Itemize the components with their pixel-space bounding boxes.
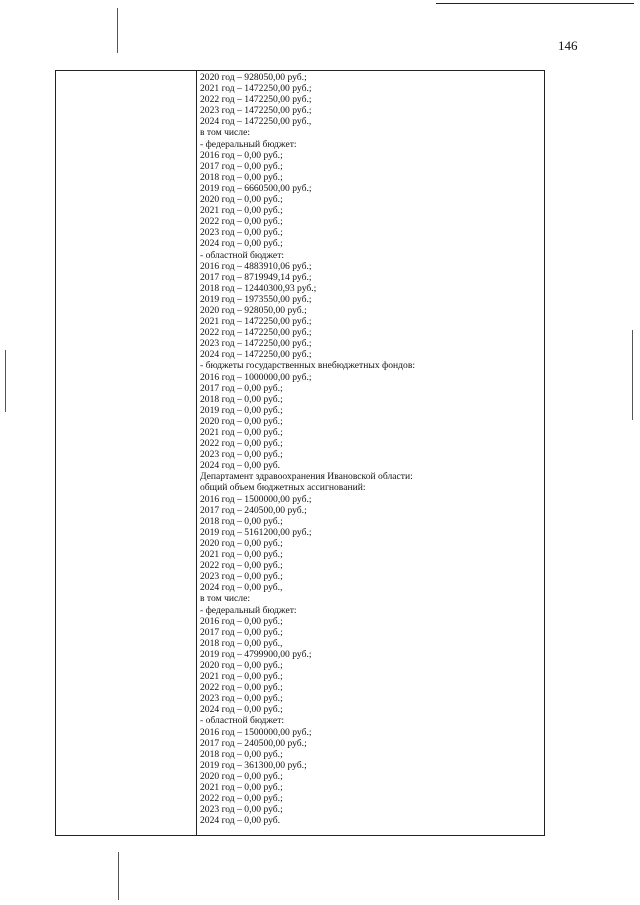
text-line: 2021 год – 0,00 руб.; [200, 427, 283, 438]
text-line: 2023 год – 0,00 руб.; [200, 571, 283, 583]
text-line: 2017 год – 8719949,14 руб.; [200, 271, 312, 283]
text-line: 2017 год – 240500,00 руб.; [200, 737, 307, 749]
text-line: 2016 год – 4883910,06 руб.; [200, 260, 312, 272]
text-line: 2020 год – 0,00 руб.; [200, 415, 283, 427]
text-line: в том числе: [200, 127, 251, 139]
text-line: 2017 год – 240500,00 руб.; [200, 504, 307, 516]
text-line: 2016 год – 1500000,00 руб.; [200, 493, 312, 505]
scan-mark [118, 852, 119, 900]
text-line: 2018 год – 0,00 руб.; [200, 515, 283, 527]
text-line: 2023 год – 0,00 руб.; [200, 693, 283, 705]
text-line: 2016 год – 0,00 руб.; [200, 615, 283, 627]
scan-mark [5, 350, 6, 412]
text-line: 2017 год – 0,00 руб.; [200, 160, 283, 172]
text-line: 2018 год – 0,00 руб.; [200, 748, 283, 760]
scan-mark [632, 330, 633, 420]
text-line: 2021 год – 0,00 руб.; [200, 549, 283, 561]
text-line: 2017 год – 0,00 руб.; [200, 382, 283, 394]
text-line: 2020 год – 0,00 руб.; [200, 659, 283, 671]
text-line: общий объем бюджетных ассигнований: [200, 482, 366, 494]
text-line: 2022 год – 0,00 руб.; [200, 682, 283, 694]
column-divider [196, 70, 197, 836]
text-line: 2022 год – 0,00 руб.; [200, 793, 283, 805]
text-line: 2018 год – 0,00 руб., [200, 637, 283, 649]
text-line: - областной бюджет: [200, 249, 285, 261]
text-line: 2024 год – 0,00 руб.; [200, 704, 283, 716]
text-line: - федеральный бюджет: [200, 604, 297, 616]
text-line: 2018 год – 12440300,93 руб.; [200, 282, 317, 294]
text-line: 2022 год – 0,00 руб.; [200, 560, 283, 572]
text-line: 2017 год – 0,00 руб.; [200, 626, 283, 638]
text-line: 2021 год – 0,00 руб.; [200, 671, 283, 683]
text-line: 2024 год – 1472250,00 руб., [200, 116, 312, 128]
text-line: 2019 год – 1973550,00 руб.; [200, 293, 312, 305]
text-line: 2023 год – 1472250,00 руб.; [200, 105, 312, 117]
text-line: 2016 год – 1500000,00 руб.; [200, 726, 312, 738]
text-line: 2020 год – 0,00 руб.; [200, 194, 283, 206]
text-line: 2022 год – 0,00 руб.; [200, 438, 283, 450]
text-line: 2022 год – 1472250,00 руб.; [200, 94, 312, 106]
text-line: 2024 год – 0,00 руб. [200, 815, 281, 827]
text-line: 2023 год – 0,00 руб.; [200, 449, 283, 461]
page-number: 146 [558, 38, 578, 53]
text-line: 2019 год – 5161200,00 руб.; [200, 526, 312, 538]
top-rule [436, 3, 634, 4]
text-line: 2019 год – 0,00 руб.; [200, 404, 283, 416]
text-line: Департамент здравоохранения Ивановской области: [200, 471, 413, 483]
text-line: 2023 год – 0,00 руб.; [200, 804, 283, 816]
text-line: 2023 год – 1472250,00 руб.; [200, 338, 312, 350]
text-line: 2024 год – 1472250,00 руб.; [200, 349, 312, 361]
scan-mark [117, 8, 118, 53]
text-line: 2016 год – 1000000,00 руб.; [200, 371, 312, 383]
text-line: 2020 год – 928050,00 руб.; [200, 304, 307, 316]
text-line: - бюджеты государственных внебюджетных фондов: [200, 360, 416, 372]
text-line: 2019 год – 4799900,00 руб.; [200, 648, 312, 660]
text-line: 2018 год – 0,00 руб.; [200, 393, 283, 405]
text-line: - областной бюджет: [200, 715, 285, 727]
text-line: - федеральный бюджет: [200, 138, 297, 150]
text-line: 2019 год – 361300,00 руб.; [200, 759, 307, 771]
text-line: 2024 год – 0,00 руб., [200, 582, 283, 594]
text-line: 2019 год – 6660500,00 руб.; [200, 182, 312, 194]
text-line: 2023 год – 0,00 руб.; [200, 227, 283, 239]
text-line: 2021 год – 1472250,00 руб.; [200, 316, 312, 328]
text-line: 2021 год – 0,00 руб.; [200, 205, 283, 217]
text-line: 2016 год – 0,00 руб.; [200, 149, 283, 161]
text-line: 2018 год – 0,00 руб.; [200, 171, 283, 183]
text-line: 2024 год – 0,00 руб.; [200, 238, 283, 250]
text-line: в том числе: [200, 593, 251, 605]
text-line: 2022 год – 0,00 руб.; [200, 216, 283, 228]
text-line: 2024 год – 0,00 руб. [200, 460, 281, 472]
text-line: 2021 год – 1472250,00 руб.; [200, 83, 312, 95]
text-line: 2020 год – 928050,00 руб.; [200, 72, 307, 83]
text-line: 2020 год – 0,00 руб.; [200, 537, 283, 549]
text-line: 2020 год – 0,00 руб.; [200, 770, 283, 782]
budget-text-column [200, 72, 540, 826]
text-line: 2022 год – 1472250,00 руб.; [200, 327, 312, 339]
text-line: 2021 год – 0,00 руб.; [200, 782, 283, 793]
